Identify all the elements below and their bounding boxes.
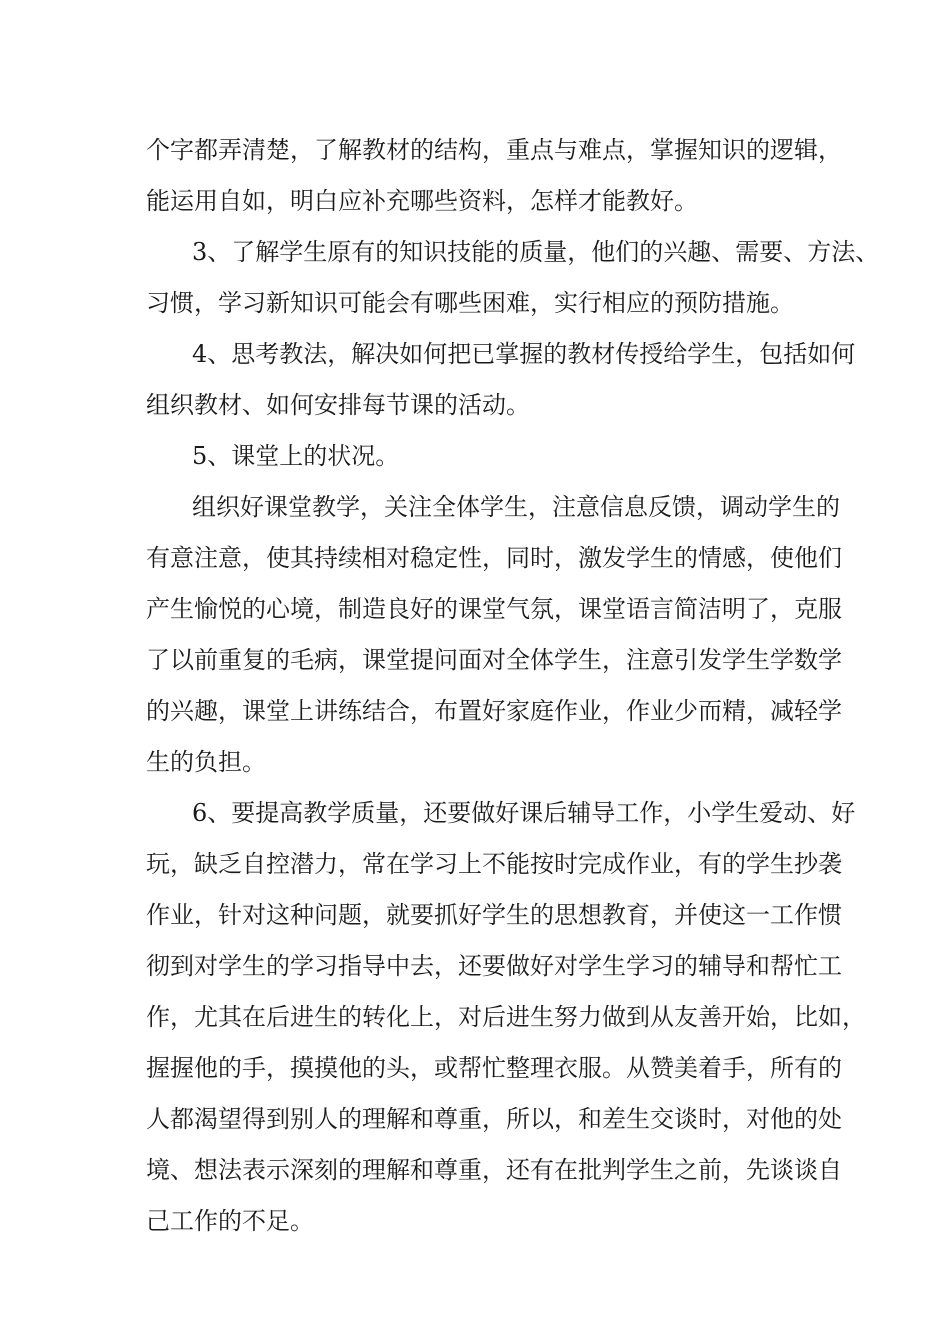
text-line: 5、课堂上的状况。 <box>192 442 400 470</box>
text-line: 玩，缺乏自控潜力，常在学习上不能按时完成作业，有的学生抄袭 <box>146 850 842 878</box>
text-line: 握握他的手，摸摸他的头，或帮忙整理衣服。从赞美着手，所有的 <box>146 1054 842 1082</box>
text-line: 作，尤其在后进生的转化上，对后进生努力做到从友善开始，比如， <box>146 1003 866 1031</box>
text-line: 3、了解学生原有的知识技能的质量，他们的兴趣、需要、方法、 <box>192 238 880 266</box>
text-line: 个字都弄清楚，了解教材的结构，重点与难点，掌握知识的逻辑， <box>146 136 842 164</box>
text-line: 的兴趣，课堂上讲练结合，布置好家庭作业，作业少而精，减轻学 <box>146 697 842 725</box>
text-line: 6、要提高教学质量，还要做好课后辅导工作，小学生爱动、好 <box>192 799 856 827</box>
text-line: 了以前重复的毛病，课堂提问面对全体学生，注意引发学生学数学 <box>146 646 842 674</box>
text-line: 境、想法表示深刻的理解和尊重，还有在批判学生之前，先谈谈自 <box>146 1156 842 1184</box>
text-line: 生的负担。 <box>146 748 266 776</box>
text-line: 有意注意，使其持续相对稳定性，同时，激发学生的情感，使他们 <box>146 544 842 572</box>
text-line: 产生愉悦的心境，制造良好的课堂气氛，课堂语言简洁明了，克服 <box>146 595 842 623</box>
text-line: 己工作的不足。 <box>146 1207 314 1235</box>
text-line: 组织教材、如何安排每节课的活动。 <box>146 391 530 419</box>
text-line: 作业，针对这种问题，就要抓好学生的思想教育，并使这一工作惯 <box>146 901 842 929</box>
text-line: 组织好课堂教学，关注全体学生，注意信息反馈，调动学生的 <box>192 493 840 521</box>
text-line: 彻到对学生的学习指导中去，还要做好对学生学习的辅导和帮忙工 <box>146 952 842 980</box>
text-line: 能运用自如，明白应补充哪些资料，怎样才能教好。 <box>146 187 698 215</box>
text-line: 人都渴望得到别人的理解和尊重，所以，和差生交谈时，对他的处 <box>146 1105 842 1133</box>
text-line: 习惯，学习新知识可能会有哪些困难，实行相应的预防措施。 <box>146 289 794 317</box>
text-line: 4、思考教法，解决如何把已掌握的教材传授给学生，包括如何 <box>192 340 856 368</box>
